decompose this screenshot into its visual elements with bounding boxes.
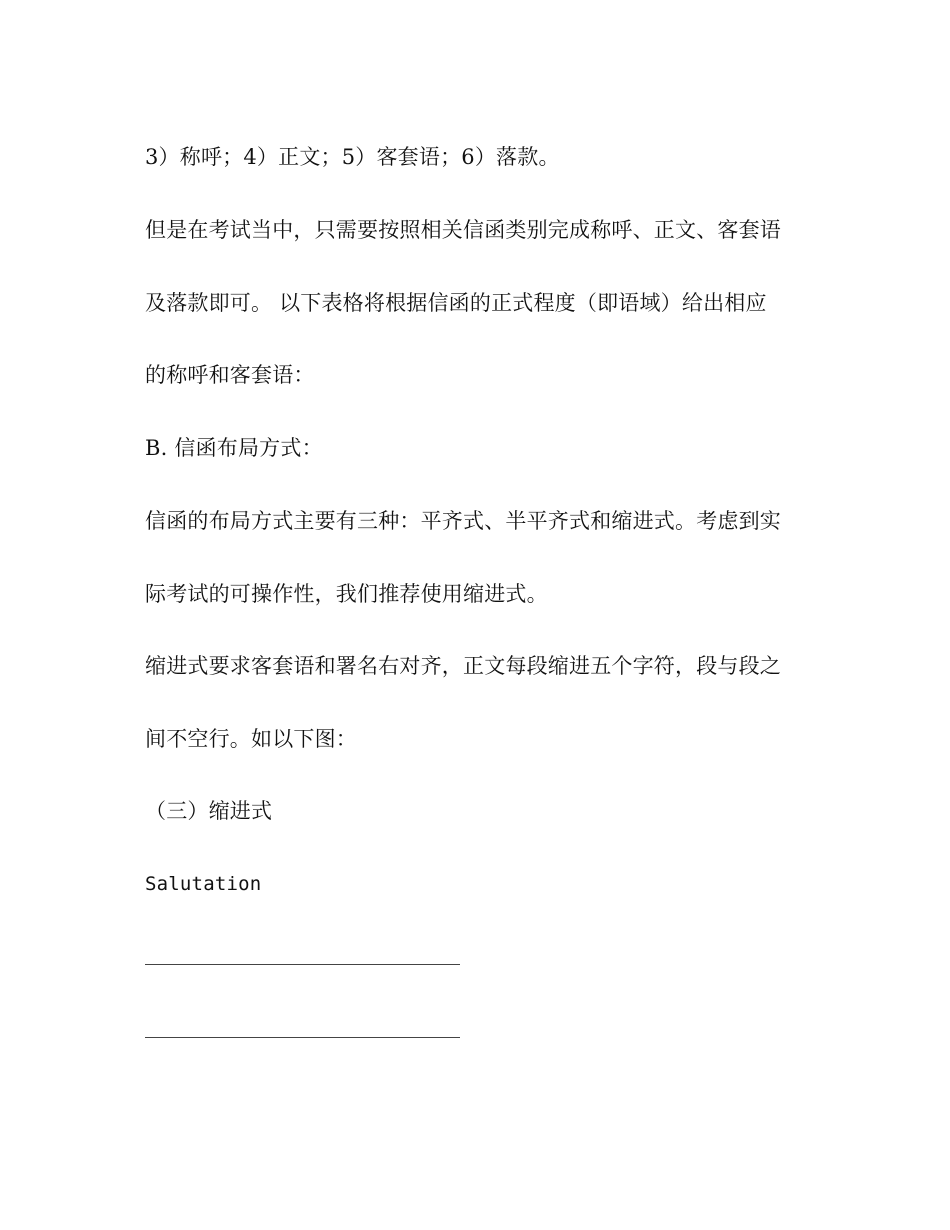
sample-salutation: Salutation: [145, 873, 262, 895]
sample-body-line: [145, 1037, 460, 1038]
text-line-exam-requirement: 但是在考试当中，只需要按照相关信函类别完成称呼、正文、客套语: [145, 218, 781, 242]
text-line-layout-types: 信函的布局方式主要有三种：平齐式、半平齐式和缩进式。考虑到实: [145, 509, 781, 533]
text-line-recommendation: 际考试的可操作性，我们推荐使用缩进式。: [145, 582, 548, 606]
sample-body-line: [145, 964, 460, 965]
section-heading-layout: B. 信函布局方式：: [145, 436, 323, 460]
text-line-components: 3）称呼；4）正文；5）客套语；6）落款。: [145, 145, 560, 169]
text-line-indent-rules: 缩进式要求客套语和署名右对齐，正文每段缩进五个字符，段与段之: [145, 654, 781, 678]
text-line-see-figure: 间不空行。如以下图：: [145, 727, 357, 751]
text-line-table-intro: 及落款即可。 以下表格将根据信函的正式程度（即语域）给出相应: [145, 291, 767, 315]
text-line-salutation-courtesy: 的称呼和客套语：: [145, 363, 315, 387]
subheading-indented-style: （三）缩进式: [145, 799, 273, 823]
